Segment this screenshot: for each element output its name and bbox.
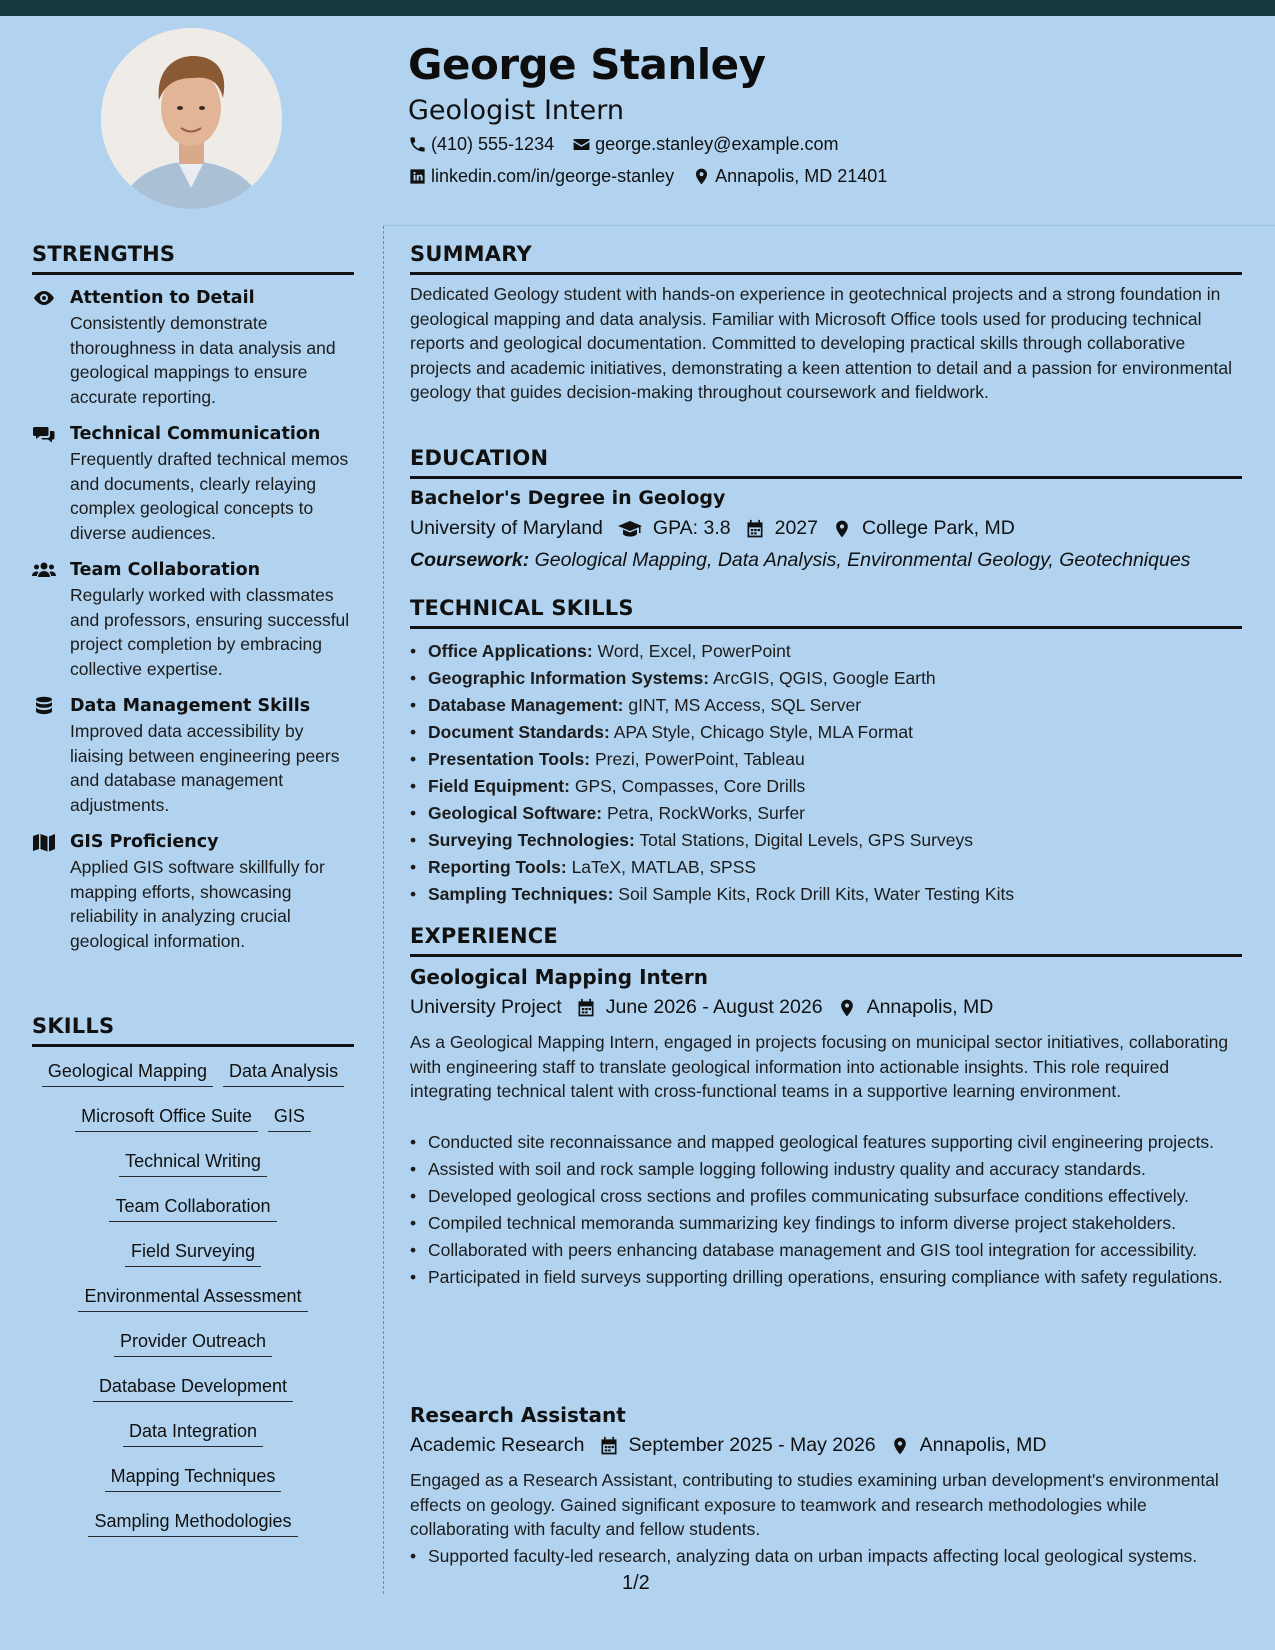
- education-heading: EDUCATION: [410, 446, 549, 470]
- tech-label: Geographic Information Systems:: [428, 668, 710, 688]
- list-item: [410, 746, 1245, 773]
- graduation-cap-icon: [617, 519, 643, 539]
- strength-title: Data Management Skills: [70, 696, 311, 716]
- location-text: Annapolis, MD 21401: [715, 166, 888, 186]
- job-title: Research Assistant: [410, 1403, 626, 1427]
- comments-icon: [32, 424, 56, 444]
- skills-rule: [32, 1044, 354, 1047]
- candidate-title: Geologist Intern: [408, 95, 624, 126]
- tech-value: ArcGIS, QGIS, Google Earth: [712, 668, 936, 688]
- tech-label: Sampling Techniques:: [428, 884, 614, 904]
- skills-heading: SKILLS: [32, 1014, 115, 1038]
- strength-title: Technical Communication: [70, 424, 321, 444]
- skill-tag: GIS: [268, 1103, 311, 1132]
- candidate-name: George Stanley: [408, 40, 766, 89]
- tech-value: Soil Sample Kits, Rock Drill Kits, Water Testing Kits: [618, 884, 1015, 904]
- summary-text: Dedicated Geology student with hands-on experience in geotechnical projects and a strong foundation in geological mapping and data analysis. Familiar with Microsoft Office tools used for producing technical reports and geological documentation. Committed to developing practical skills through collaborative projects and academic initiatives, demonstrating a keen attention to detail and a passion for environmental geology that guides decision-making throughout coursework and fieldwork.: [410, 284, 1233, 402]
- calendar-icon: [599, 1436, 619, 1456]
- strengths-rule: [32, 272, 354, 275]
- linkedin-text: linkedin.com/in/george-stanley: [431, 166, 675, 186]
- tech-value: Word, Excel, PowerPoint: [597, 641, 791, 661]
- strength-title: Attention to Detail: [70, 288, 255, 308]
- skill-tag: Mapping Techniques: [105, 1463, 282, 1492]
- school-location: College Park, MD: [861, 517, 1015, 539]
- strength-desc: Applied GIS software skillfully for mapping efforts, showcasing reliability in analyzing crucial geological information.: [70, 857, 325, 951]
- profile-photo: [101, 28, 282, 209]
- technical-skills-list: [410, 638, 1245, 908]
- map-marker-icon: [837, 998, 857, 1018]
- calendar-icon: [745, 519, 765, 539]
- tech-value: APA Style, Chicago Style, MLA Format: [613, 722, 913, 742]
- job-location: Annapolis, MD: [866, 996, 994, 1018]
- list-item: • Developed geological cross sections and profiles communicating subsurface conditions effectively.: [410, 1184, 1245, 1209]
- tech-value: Total Stations, Digital Levels, GPS Surveys: [639, 830, 973, 850]
- skill-tag: Sampling Methodologies: [88, 1508, 297, 1537]
- envelope-icon: [572, 135, 591, 154]
- tech-label: Geological Software:: [428, 803, 603, 823]
- summary-heading: SUMMARY: [410, 242, 532, 266]
- map-marker-icon: [692, 167, 711, 186]
- list-item: • Participated in field surveys supporting drilling operations, ensuring compliance with safety regulations.: [410, 1265, 1245, 1290]
- list-item: • Supported faculty-led research, analyzing data on urban impacts affecting local geological systems.: [410, 1544, 1245, 1569]
- tech-value: gINT, MS Access, SQL Server: [628, 695, 862, 715]
- list-item: • Compiled technical memoranda summarizing key findings to inform diverse project stakeholders.: [410, 1211, 1245, 1236]
- strength-item: [32, 422, 354, 545]
- degree-title: Bachelor's Degree in Geology: [410, 487, 726, 509]
- linkedin-item[interactable]: [408, 166, 674, 187]
- list-item: [410, 854, 1245, 881]
- experience-heading: EXPERIENCE: [410, 924, 558, 948]
- tech-label: Presentation Tools:: [428, 749, 591, 769]
- tech-label: Office Applications:: [428, 641, 593, 661]
- calendar-icon: [576, 998, 596, 1018]
- skill-tag: Field Surveying: [125, 1238, 261, 1267]
- contact-row-1: [408, 134, 857, 155]
- technical-skills-heading: TECHNICAL SKILLS: [410, 596, 634, 620]
- skill-tag: Environmental Assessment: [78, 1283, 307, 1312]
- job-bullets: [410, 1130, 1245, 1292]
- coursework: [410, 549, 1190, 572]
- map-marker-icon: [832, 519, 852, 539]
- list-item: [410, 638, 1245, 665]
- email-text: george.stanley@example.com: [595, 134, 839, 154]
- strength-title: Team Collaboration: [70, 560, 261, 580]
- skill-tag: Technical Writing: [119, 1148, 267, 1177]
- experience-rule: [410, 954, 1242, 957]
- coursework-label: Coursework:: [410, 549, 530, 571]
- summary-rule: [410, 272, 1242, 275]
- tech-label: Surveying Technologies:: [428, 830, 635, 850]
- skill-tag: Data Analysis: [223, 1058, 344, 1087]
- school-name: University of Maryland: [410, 517, 603, 539]
- strength-item: [32, 286, 354, 409]
- job-location: Annapolis, MD: [919, 1434, 1047, 1456]
- phone-text: (410) 555-1234: [431, 134, 555, 154]
- skills-cloud: [32, 1058, 354, 1553]
- strength-item: [32, 558, 354, 681]
- job-description: Engaged as a Research Assistant, contributing to studies examining urban development's environmental effects on geology. Gained significant exposure to teamwork and research methodologies while collaborating with faculty and fellow students.: [410, 1470, 1219, 1539]
- column-divider: [383, 226, 384, 1594]
- strength-item: [32, 830, 354, 953]
- map-icon: [32, 832, 56, 852]
- tech-value: LaTeX, MATLAB, SPSS: [571, 857, 757, 877]
- map-marker-icon: [890, 1436, 910, 1456]
- skill-tag: Geological Mapping: [42, 1058, 213, 1087]
- graduation-year: 2027: [774, 517, 818, 539]
- job-org: Academic Research: [410, 1434, 585, 1456]
- tech-label: Document Standards:: [428, 722, 610, 742]
- tech-value: Petra, RockWorks, Surfer: [606, 803, 806, 823]
- tech-label: Database Management:: [428, 695, 624, 715]
- skill-tag: Provider Outreach: [114, 1328, 272, 1357]
- job-bullets: [410, 1544, 1245, 1571]
- list-item: [410, 881, 1245, 908]
- job-meta: [410, 1434, 1060, 1457]
- tech-label: Reporting Tools:: [428, 857, 567, 877]
- tech-value: Prezi, PowerPoint, Tableau: [594, 749, 805, 769]
- gpa-text: GPA: 3.8: [652, 517, 731, 539]
- coursework-list: Geological Mapping, Data Analysis, Environmental Geology, Geotechniques: [534, 549, 1191, 571]
- job-meta: [410, 996, 1007, 1019]
- list-item: [410, 692, 1245, 719]
- eye-icon: [32, 288, 56, 308]
- job-dates: June 2026 - August 2026: [605, 996, 823, 1018]
- strength-item: [32, 694, 354, 817]
- strengths-heading: STRENGTHS: [32, 242, 176, 266]
- strength-desc: Frequently drafted technical memos and documents, clearly relaying complex geological concepts to diverse audiences.: [70, 449, 349, 543]
- strength-title: GIS Proficiency: [70, 832, 219, 852]
- list-item: [410, 827, 1245, 854]
- list-item: • Conducted site reconnaissance and mapped geological features supporting civil engineering projects.: [410, 1130, 1245, 1155]
- list-item: [410, 773, 1245, 800]
- technical-skills-rule: [410, 626, 1242, 629]
- tech-value: GPS, Compasses, Core Drills: [574, 776, 806, 796]
- avatar: [101, 28, 282, 209]
- header-divider: [383, 225, 1275, 226]
- page-number: 1/2: [622, 1572, 650, 1594]
- education-rule: [410, 476, 1242, 479]
- location-item: [692, 166, 887, 187]
- list-item: • Assisted with soil and rock sample logging following industry quality and accuracy standards.: [410, 1157, 1245, 1182]
- list-item: • Collaborated with peers enhancing database management and GIS tool integration for accessibility.: [410, 1238, 1245, 1263]
- job-description: As a Geological Mapping Intern, engaged in projects focusing on municipal sector initiatives, collaborating with engineering staff to translate geological information into actionable insights. This role required integrating technical talent with cross-functional teams in a supportive learning environment.: [410, 1032, 1229, 1101]
- skill-tag: Data Integration: [123, 1418, 263, 1447]
- strength-desc: Regularly worked with classmates and professors, ensuring successful project completion by embracing collective expertise.: [70, 585, 350, 679]
- job-dates: September 2025 - May 2026: [628, 1434, 876, 1456]
- phone-icon: [408, 135, 427, 154]
- job-org: University Project: [410, 996, 562, 1018]
- linkedin-icon: [408, 167, 427, 186]
- skill-tag: Microsoft Office Suite: [75, 1103, 258, 1132]
- contact-row-2: [408, 166, 905, 187]
- list-item: [410, 719, 1245, 746]
- list-item: [410, 800, 1245, 827]
- users-icon: [32, 560, 56, 580]
- strengths-list: [32, 286, 354, 966]
- list-item: [410, 665, 1245, 692]
- skill-tag: Database Development: [93, 1373, 293, 1402]
- strength-desc: Improved data accessibility by liaising between engineering peers and database management adjustments.: [70, 721, 340, 815]
- database-icon: [32, 696, 56, 716]
- tech-label: Field Equipment:: [428, 776, 570, 796]
- top-bar: [0, 0, 1275, 16]
- email-item[interactable]: [572, 134, 838, 155]
- job-title: Geological Mapping Intern: [410, 965, 708, 989]
- education-meta: [410, 517, 1029, 540]
- skill-tag: Team Collaboration: [109, 1193, 276, 1222]
- phone-item[interactable]: [408, 134, 554, 155]
- strength-desc: Consistently demonstrate thoroughness in data analysis and geological mappings to ensure accurate reporting.: [70, 313, 336, 407]
